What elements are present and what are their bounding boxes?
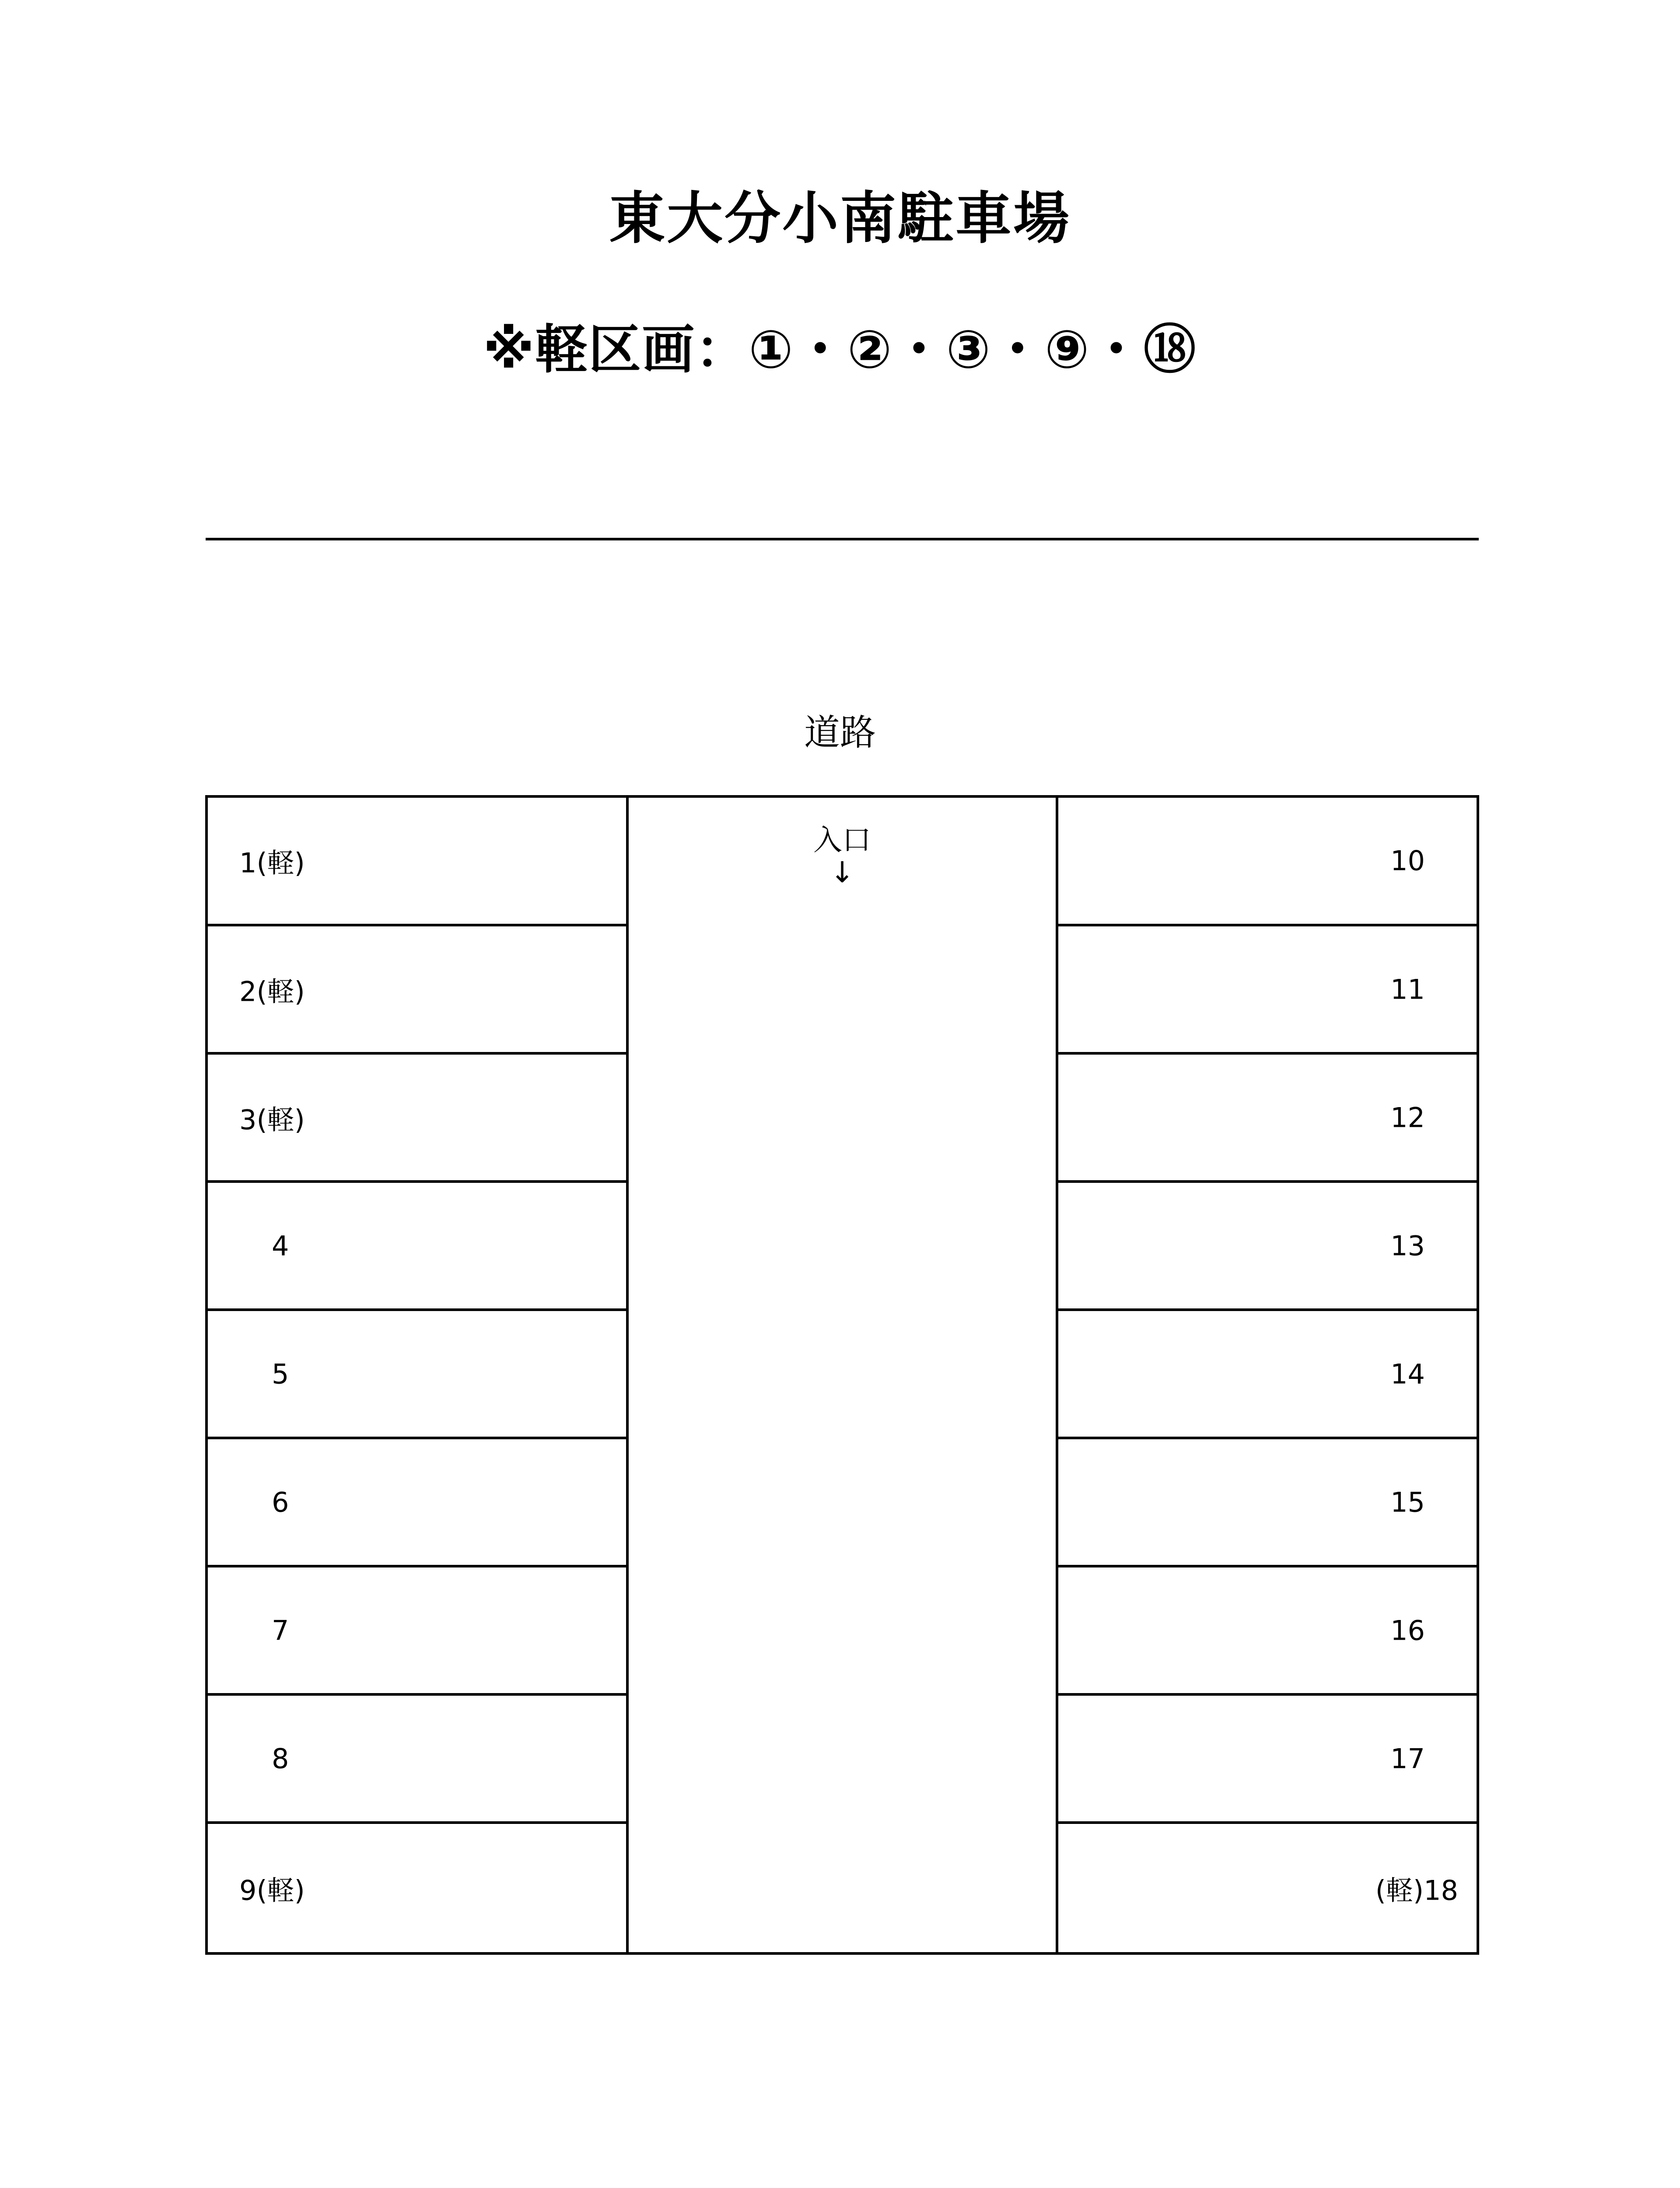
space-label: 16 [1390, 1614, 1425, 1646]
parking-space-6 [208, 1439, 626, 1567]
parking-space-18 [1058, 1824, 1477, 1952]
parking-space-16 [1058, 1567, 1477, 1696]
space-label: (軽)18 [1375, 1874, 1458, 1906]
space-label: 14 [1390, 1358, 1425, 1390]
space-label: 5 [272, 1358, 289, 1390]
parking-space-5 [208, 1311, 626, 1439]
down-arrow-icon: ↓ [830, 856, 854, 889]
right-spaces-column [1056, 798, 1477, 1952]
space-label: 15 [1390, 1486, 1425, 1518]
parking-space-1 [208, 798, 626, 926]
parking-space-15 [1058, 1439, 1477, 1567]
space-label: 9(軽) [239, 1874, 305, 1906]
parking-space-4 [208, 1183, 626, 1311]
space-label: 3(軽) [239, 1104, 305, 1136]
space-label: 10 [1390, 845, 1425, 877]
divider-line [206, 538, 1479, 540]
space-label: 7 [272, 1614, 289, 1646]
parking-space-7 [208, 1567, 626, 1696]
parking-space-11 [1058, 926, 1477, 1055]
parking-space-14 [1058, 1311, 1477, 1439]
parking-space-12 [1058, 1055, 1477, 1183]
parking-space-3 [208, 1055, 626, 1183]
space-label: 11 [1390, 973, 1425, 1005]
parking-space-17 [1058, 1696, 1477, 1824]
space-label: 12 [1390, 1101, 1425, 1133]
space-label: 4 [272, 1230, 289, 1262]
road-label: 道路 [804, 712, 876, 754]
space-label: 17 [1390, 1743, 1425, 1774]
entrance-marker [629, 824, 1056, 889]
parking-lot-map [205, 795, 1479, 1955]
parking-space-10 [1058, 798, 1477, 926]
space-label: 2(軽) [239, 975, 305, 1007]
parking-space-13 [1058, 1183, 1477, 1311]
compact-spaces-note: ※軽区画：①・②・③・⑨・⑱ [483, 319, 1197, 380]
page-title: 東大分小南駐車場 [609, 186, 1071, 251]
space-label: 1(軽) [239, 847, 305, 879]
space-label: 13 [1390, 1230, 1425, 1262]
parking-space-2 [208, 926, 626, 1055]
driving-aisle [629, 798, 1056, 1952]
left-spaces-column [208, 798, 629, 1952]
parking-space-8 [208, 1696, 626, 1824]
parking-space-9 [208, 1824, 626, 1952]
space-label: 6 [272, 1486, 289, 1518]
space-label: 8 [272, 1743, 289, 1774]
entrance-label: 入口 [813, 823, 871, 857]
